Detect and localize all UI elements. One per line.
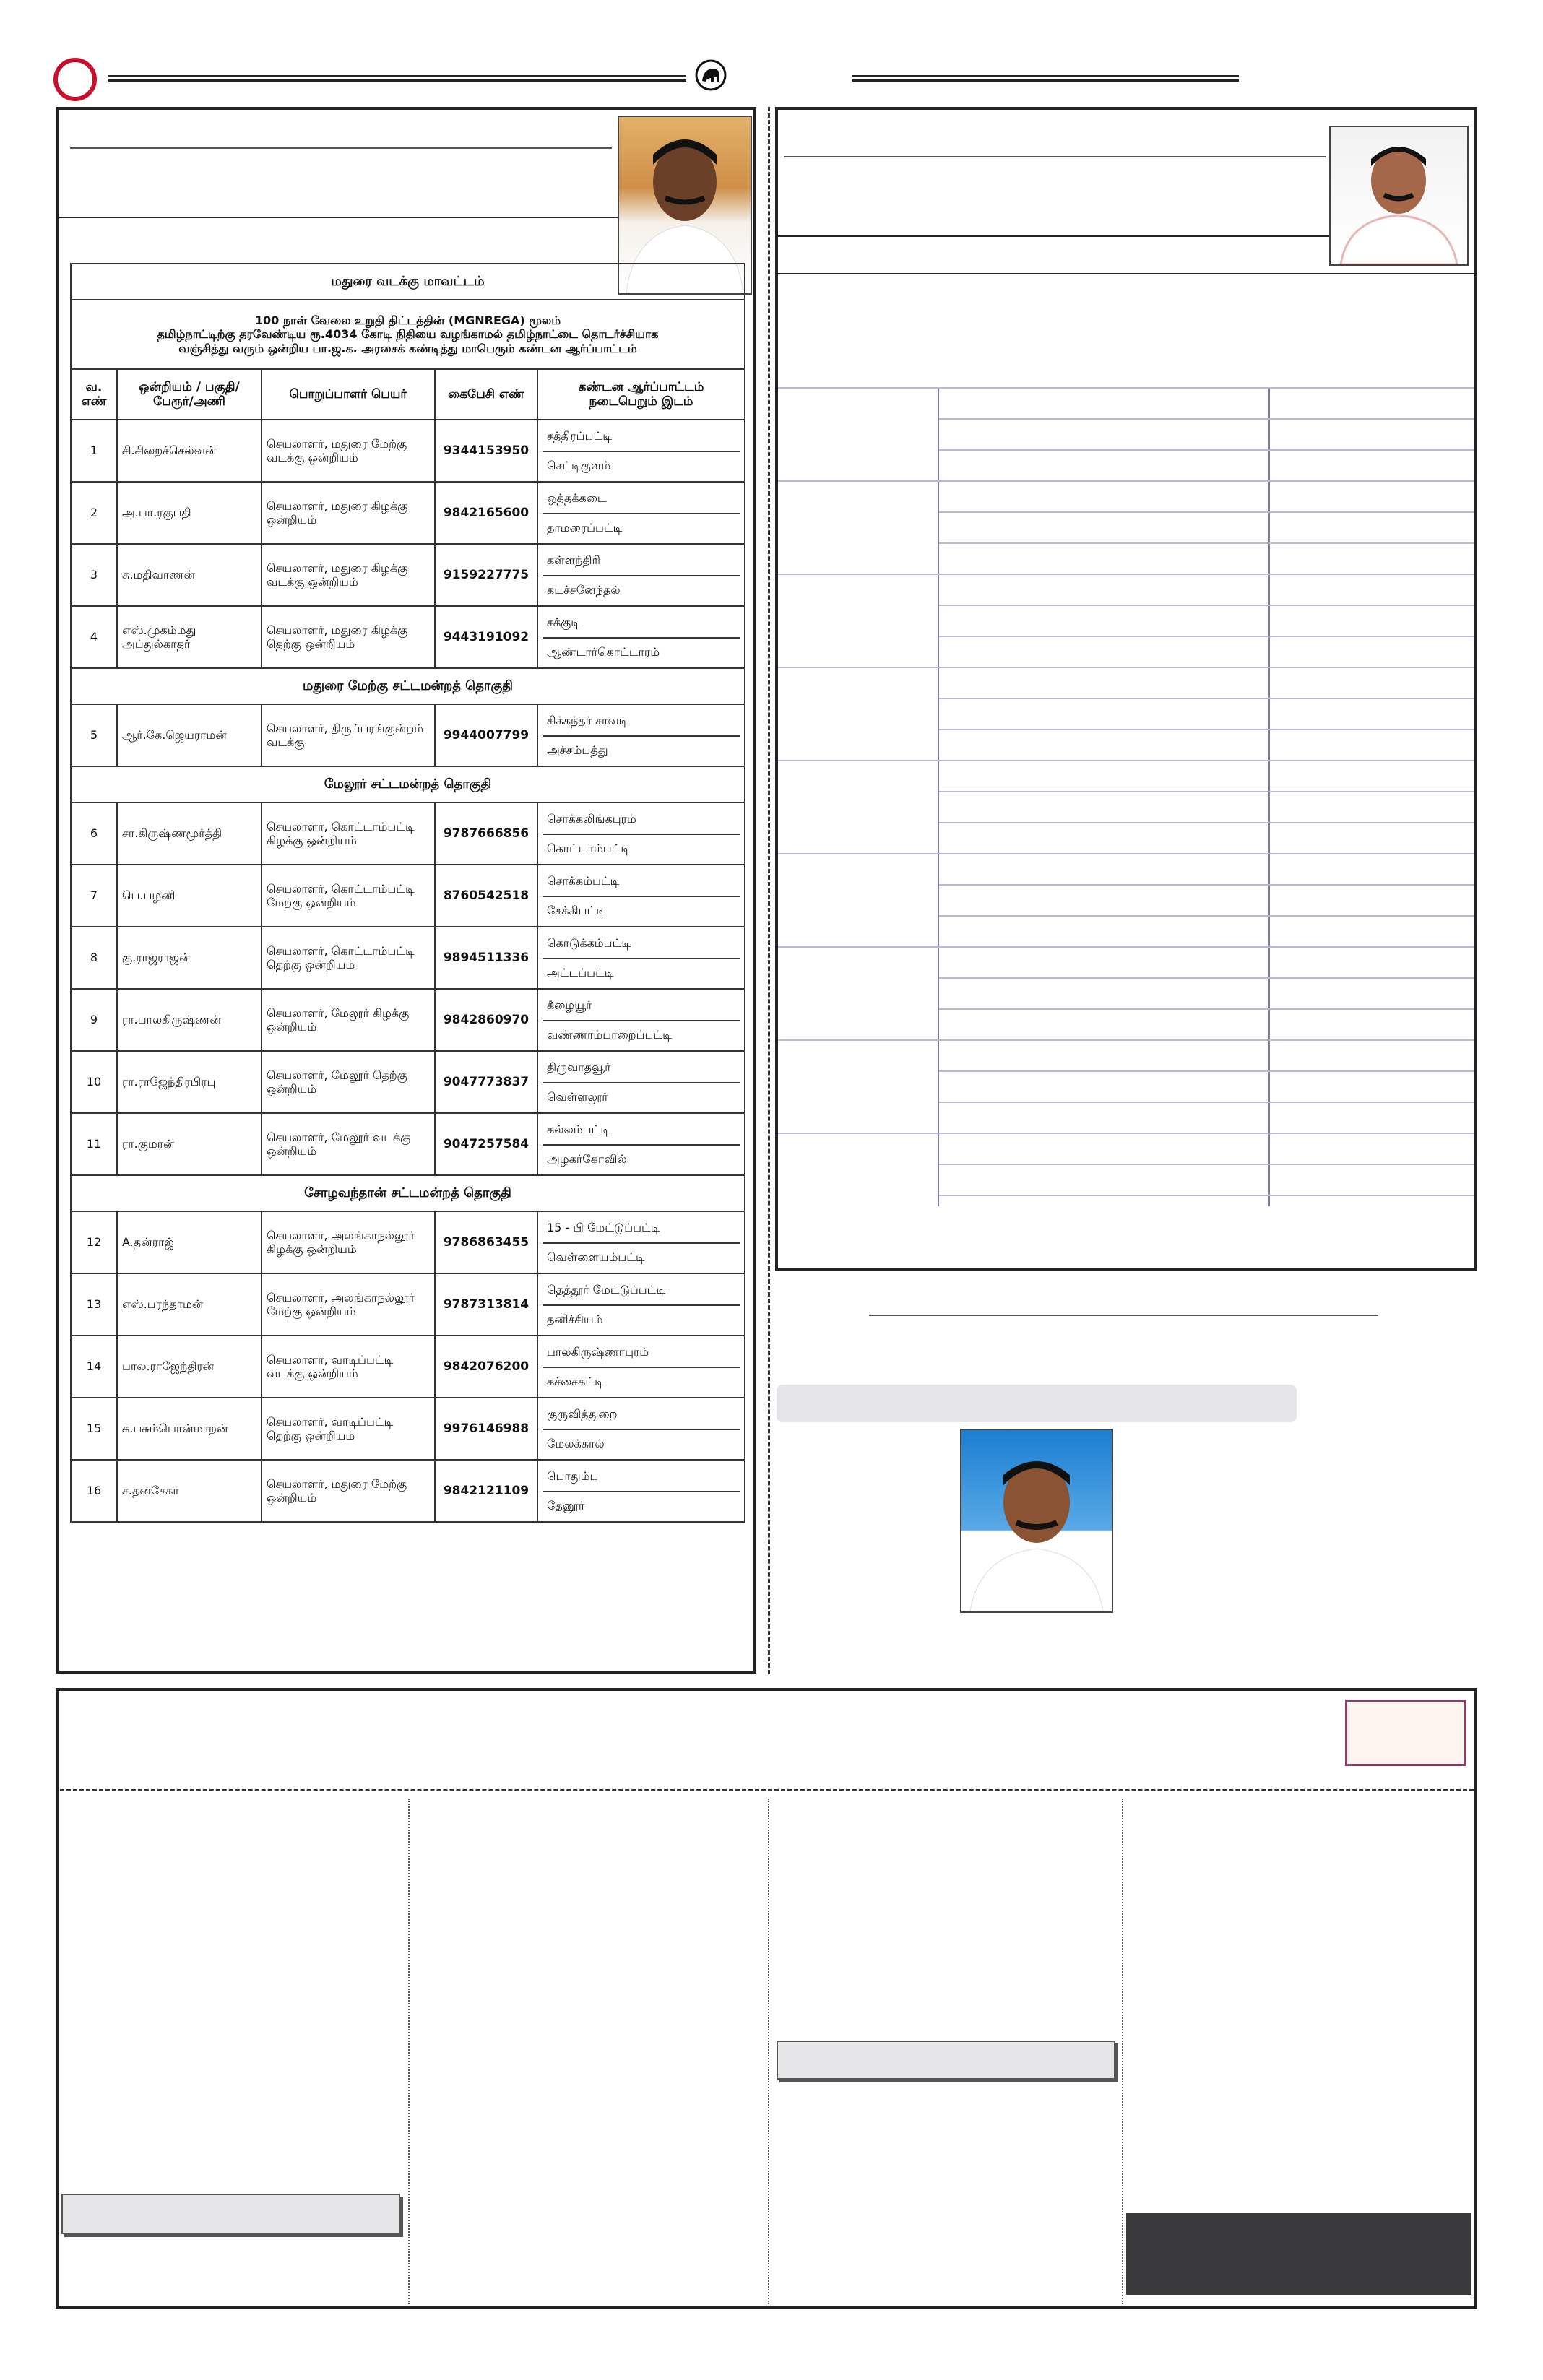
venue-place: கள்ளந்திரி: [547, 553, 600, 568]
venue-cell: [537, 1211, 745, 1273]
officer-role: செயலாளர், மதுரை கிழக்கு ஒன்றியம்: [262, 482, 435, 544]
table-row: [71, 606, 745, 668]
union-name: ரா.ராஜேந்திரபிரபு: [117, 1051, 262, 1113]
left-headline-rule: [70, 147, 612, 149]
venue-cell: [537, 606, 745, 668]
grid-row-line: [939, 542, 1474, 544]
venue-cell: [537, 802, 745, 865]
table-row: [71, 544, 745, 606]
grid-row-line: [939, 605, 1474, 606]
union-name: சா.கிருஷ்ணமூர்த்தி: [117, 802, 262, 865]
table-row: [71, 989, 745, 1051]
union-name: ரா.குமரன்: [117, 1113, 262, 1175]
elephant-emblem-icon: [695, 59, 727, 91]
officer-role: செயலாளர், அலங்காநல்லூர் மேற்கு ஒன்றியம்: [262, 1273, 435, 1336]
grid-row-line: [939, 418, 1474, 420]
venue-cell: [537, 482, 745, 544]
officer-role: செயலாளர், திருப்பரங்குன்றம் வடக்கு: [262, 704, 435, 766]
officer-role: செயலாளர், அலங்காநல்லூர் கிழக்கு ஒன்றியம்: [262, 1211, 435, 1273]
right-article-frame: [775, 107, 1477, 1271]
masthead-rule-right: [852, 75, 1239, 77]
officer-role: செயலாளர், மதுரை மேற்கு வடக்கு ஒன்றியம்: [262, 420, 435, 482]
row-number: 12: [71, 1211, 117, 1273]
header-union: ஒன்றியம் / பகுதி/ பேரூர்/அணி: [117, 369, 262, 420]
union-name: சு.மதிவாணன்: [117, 544, 262, 606]
row-number: 13: [71, 1273, 117, 1336]
venue-cell: [537, 1113, 745, 1175]
intro-line-3: வஞ்சித்து வரும் ஒன்றிய பா.ஜ.க. அரசைக் கண்டித்து மாபெரும் கண்டன ஆர்ப்பாட்டம்: [178, 341, 637, 355]
grid-row-line: [939, 791, 1474, 792]
bottom-pink-box: [1345, 1700, 1466, 1766]
union-name: க.பசும்பொன்மாறன்: [117, 1398, 262, 1460]
grid-row-line: [939, 636, 1474, 637]
masthead-rule-right-2: [852, 79, 1239, 82]
table-row: [71, 1113, 745, 1175]
venue-place: அச்சம்பத்து: [543, 735, 740, 764]
phone-number: 9976146988: [435, 1398, 537, 1460]
header-officer: பொறுப்பாளர் பெயர்: [262, 369, 435, 420]
bottom-col-sep-1: [408, 1799, 410, 2304]
grid-row-line: [778, 760, 1474, 761]
bottom-dashed-rule: [60, 1789, 1474, 1791]
row-number: 7: [71, 865, 117, 927]
venue-place: தேனூர்: [543, 1491, 740, 1520]
table-row: [71, 482, 745, 544]
officer-role: செயலாளர், கொட்டாம்பட்டி மேற்கு ஒன்றியம்: [262, 865, 435, 927]
phone-number: 9787666856: [435, 802, 537, 865]
intro-line-2: தமிழ்நாட்டிற்கு தரவேண்டிய ரூ.4034 கோடி நிதியை வழங்காமல் தமிழ்நாட்டை தொடர்ச்சியாக: [157, 327, 659, 342]
table-row: [71, 1051, 745, 1113]
grid-row-line: [939, 729, 1474, 730]
grid-row-line: [778, 480, 1474, 482]
row-number: 5: [71, 704, 117, 766]
table-intro: [71, 300, 745, 369]
header-sno: வ. எண்: [71, 369, 117, 420]
venue-place: சேக்கிபட்டி: [543, 896, 740, 925]
phone-number: 9842860970: [435, 989, 537, 1051]
row-number: 11: [71, 1113, 117, 1175]
masthead-rule-left-2: [108, 79, 686, 82]
grid-row-line: [778, 946, 1474, 948]
left-divider-rule: [59, 217, 623, 218]
union-name: பெ.பழனி: [117, 865, 262, 927]
grid-row-line: [778, 574, 1474, 575]
grid-col-line-1: [938, 387, 939, 1206]
phone-number: 9786863455: [435, 1211, 537, 1273]
venue-place: தாமரைப்பட்டி: [543, 513, 740, 542]
table-row: [71, 1398, 745, 1460]
officer-role: செயலாளர், கொட்டாம்பட்டி தெற்கு ஒன்றியம்: [262, 927, 435, 989]
venue-place: தெத்தூர் மேட்டுப்பட்டி: [547, 1283, 666, 1297]
venue-place: செட்டிகுளம்: [543, 451, 740, 480]
venue-place: கீழையூர்: [547, 998, 592, 1013]
intro-line-1: 100 நாள் வேலை உறுதி திட்டத்தின் (MGNREGA) மூலம்: [254, 313, 561, 328]
venue-place: கச்சைகட்டி: [543, 1367, 740, 1395]
column-separator: [768, 107, 770, 1674]
officer-role: செயலாளர், மதுரை மேற்கு ஒன்றியம்: [262, 1460, 435, 1522]
phone-number: 8760542518: [435, 865, 537, 927]
officer-role: செயலாளர், மேலூர் தெற்கு ஒன்றியம்: [262, 1051, 435, 1113]
venue-place: திருவாதவூர்: [547, 1060, 611, 1075]
officer-role: செயலாளர், வாடிப்பட்டி தெற்கு ஒன்றியம்: [262, 1398, 435, 1460]
grid-row-line: [939, 1164, 1474, 1165]
row-number: 4: [71, 606, 117, 668]
venue-cell: [537, 544, 745, 606]
row-number: 3: [71, 544, 117, 606]
venue-place: சொக்கம்பட்டி: [547, 874, 620, 888]
table-title: மதுரை வடக்கு மாவட்டம்: [71, 264, 745, 300]
section-title: மதுரை மேற்கு சட்டமன்றத் தொகுதி: [71, 668, 745, 704]
table-row: [71, 1336, 745, 1398]
union-name: கு.ராஜராஜன்: [117, 927, 262, 989]
union-name: ரா.பாலகிருஷ்ணன்: [117, 989, 262, 1051]
leader-photo-center: [960, 1429, 1113, 1613]
grid-col-line-2: [1268, 387, 1270, 1206]
grid-row-line: [939, 822, 1474, 823]
venue-cell: [537, 989, 745, 1051]
officer-role: செயலாளர், கொட்டாம்பட்டி கிழக்கு ஒன்றியம்: [262, 802, 435, 865]
phone-number: 9842165600: [435, 482, 537, 544]
phone-number: 9894511336: [435, 927, 537, 989]
row-number: 6: [71, 802, 117, 865]
venue-cell: [537, 1051, 745, 1113]
venue-cell: [537, 1336, 745, 1398]
grid-row-line: [778, 1133, 1474, 1134]
venue-place: சக்குடி: [547, 615, 580, 630]
venue-cell: [537, 927, 745, 989]
table-row: [71, 704, 745, 766]
masthead-rule-left: [108, 75, 686, 77]
venue-cell: [537, 1273, 745, 1336]
phone-number: 9842076200: [435, 1336, 537, 1398]
venue-place: அழகர்கோவில்: [543, 1144, 740, 1173]
header-phone: கைபேசி எண்: [435, 369, 537, 420]
table-row: [71, 865, 745, 927]
grid-row-line: [939, 1008, 1474, 1010]
phone-number: 9944007799: [435, 704, 537, 766]
officer-role: செயலாளர், மேலூர் வடக்கு ஒன்றியம்: [262, 1113, 435, 1175]
phone-number: 9787313814: [435, 1273, 537, 1336]
venue-place: தனிச்சியம்: [543, 1304, 740, 1333]
bottom-col-sep-3: [1122, 1799, 1123, 2304]
table-row: [71, 1211, 745, 1273]
grid-row-line: [939, 1070, 1474, 1072]
venue-place: ஒத்தக்கடை: [547, 491, 607, 506]
grid-row-line: [939, 698, 1474, 699]
row-number: 15: [71, 1398, 117, 1460]
phone-number: 9047773837: [435, 1051, 537, 1113]
venue-place: கொட்டாம்பட்டி: [543, 834, 740, 862]
grid-row-line: [778, 667, 1474, 668]
table-row: [71, 802, 745, 865]
section-title: மேலூர் சட்டமன்றத் தொகுதி: [71, 766, 745, 802]
officer-role: செயலாளர், மதுரை கிழக்கு தெற்கு ஒன்றியம்: [262, 606, 435, 668]
venue-place: 15 - பி மேட்டுப்பட்டி: [547, 1221, 660, 1235]
row-number: 2: [71, 482, 117, 544]
venue-place: வெள்ளையம்பட்டி: [543, 1242, 740, 1271]
phone-number: 9047257584: [435, 1113, 537, 1175]
table-row: [71, 420, 745, 482]
grid-row-line: [778, 853, 1474, 854]
officer-role: செயலாளர், வாடிப்பட்டி வடக்கு ஒன்றியம்: [262, 1336, 435, 1398]
table-row: [71, 1273, 745, 1336]
venue-place: சொக்கலிங்கபுரம்: [547, 812, 636, 826]
right-lower-rule: [869, 1315, 1378, 1316]
row-number: 14: [71, 1336, 117, 1398]
venue-cell: [537, 1460, 745, 1522]
officer-role: செயலாளர், மேலூர் கிழக்கு ஒன்றியம்: [262, 989, 435, 1051]
union-name: ஆர்.கே.ஜெயராமன்: [117, 704, 262, 766]
grid-row-line: [939, 977, 1474, 979]
union-name: ச.தனசேகர்: [117, 1460, 262, 1522]
venue-place: ஆண்டார்கொட்டாரம்: [543, 637, 740, 666]
right-divider-rule: [778, 235, 1331, 237]
officer-role: செயலாளர், மதுரை கிழக்கு வடக்கு ஒன்றியம்: [262, 544, 435, 606]
venue-place: பொதும்பு: [547, 1469, 599, 1484]
union-name: எஸ்.பரந்தாமன்: [117, 1273, 262, 1336]
masthead-logo-icon: [53, 58, 97, 101]
venue-place: சிக்கந்தர் சாவடி: [547, 714, 628, 728]
venue-cell: [537, 704, 745, 766]
union-name: A.தன்ராஜ்: [117, 1211, 262, 1273]
venue-cell: [537, 865, 745, 927]
bottom-dark-block: [1126, 2213, 1471, 2295]
grid-row-line: [939, 884, 1474, 886]
venue-place: சத்திரப்பட்டி: [547, 429, 612, 443]
section-title: சோழவந்தான் சட்டமன்றத் தொகுதி: [71, 1175, 745, 1211]
union-name: எஸ்.முகம்மது அப்துல்காதர்: [117, 606, 262, 668]
union-name: அ.பா.ரகுபதி: [117, 482, 262, 544]
row-number: 16: [71, 1460, 117, 1522]
bottom-caption-bar-mid: [777, 2041, 1115, 2080]
venue-place: கல்லம்பட்டி: [547, 1122, 610, 1137]
district-protest-table: [70, 263, 745, 1523]
venue-place: மேலக்கால்: [543, 1429, 740, 1458]
union-name: சி.சிறைச்செல்வன்: [117, 420, 262, 482]
header-venue: கண்டன ஆர்ப்பாட்டம் நடைபெறும் இடம்: [537, 369, 745, 420]
leader-photo-right: [1329, 126, 1469, 266]
row-number: 1: [71, 420, 117, 482]
grid-row-line: [939, 1102, 1474, 1103]
grid-row-line: [778, 1039, 1474, 1041]
venue-cell: [537, 1398, 745, 1460]
row-number: 9: [71, 989, 117, 1051]
venue-cell: [537, 420, 745, 482]
grid-row-line: [939, 1195, 1474, 1196]
right-divider-rule-2: [778, 273, 1475, 274]
grid-row-line: [939, 449, 1474, 451]
bottom-caption-bar-left: [61, 2194, 400, 2234]
table-row: [71, 1460, 745, 1522]
table-row: [71, 927, 745, 989]
phone-number: 9159227775: [435, 544, 537, 606]
bottom-col-sep-2: [768, 1799, 769, 2304]
venue-place: பாலகிருஷ்ணாபுரம்: [547, 1345, 649, 1359]
phone-number: 9443191092: [435, 606, 537, 668]
venue-place: அட்டப்பட்டி: [543, 958, 740, 987]
grid-row-line: [939, 915, 1474, 917]
row-number: 8: [71, 927, 117, 989]
grid-row-line: [939, 511, 1474, 513]
union-name: பால.ராஜேந்திரன்: [117, 1336, 262, 1398]
row-number: 10: [71, 1051, 117, 1113]
phone-number: 9344153950: [435, 420, 537, 482]
venue-place: கடச்சனேந்தல்: [543, 575, 740, 604]
venue-place: குருவித்துறை: [547, 1407, 618, 1421]
venue-place: கொடுக்கம்பட்டி: [547, 936, 631, 951]
grid-row-line: [778, 387, 1474, 389]
right-headline-rule: [784, 156, 1326, 157]
phone-number: 9842121109: [435, 1460, 537, 1522]
right-caption-bar: [777, 1385, 1297, 1422]
venue-place: வெள்ளலூர்: [543, 1082, 740, 1111]
venue-place: வண்ணாம்பாறைப்பட்டி: [543, 1020, 740, 1049]
